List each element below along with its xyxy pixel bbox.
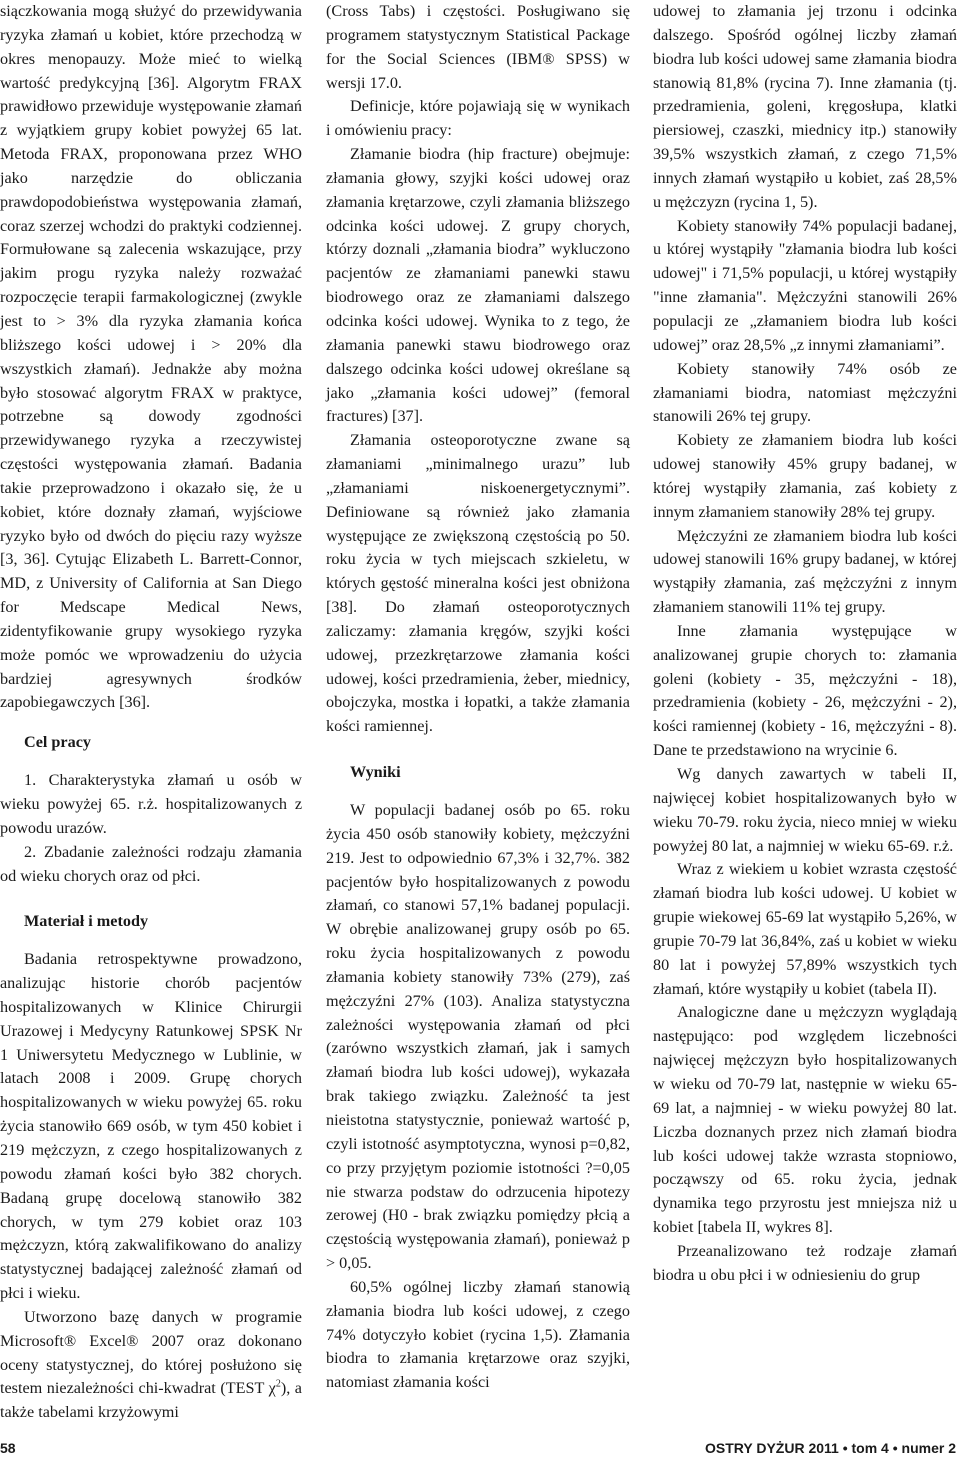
column-middle xyxy=(326,0,630,1405)
column-right xyxy=(653,0,957,1405)
paragraph-results-2-cont: udowej to złamania jej trzonu i odcinka dalszego. Spośród ogólnej liczby złamań biodra lub kości udowej same złamania biodra stanowią 81,8% (rycina 7). Inne złamania (tj. przedramienia, goleni, kręgosłupa, klatki piersiowej, czaszki, miednicy itp.) stanowiły 39,5% wszystkich złamań, z czego 71,5% innych złamań wystąpiło u kobiet, zaś 28,5% u mężczyzn (rycina 1, 5). xyxy=(653,2,957,211)
paragraph-results-10: Analogiczne dane u mężczyzn wyglądają następująco: pod względem liczebności najwięcej mężczyzn było hospitalizowanych w wieku od 70-79 lat, następnie w wieku 65-69 lat, a najmniej - w wieku powyżej 80 lat. Liczba doznanych przez nich złamań biodra lub kości udowej także wzrasta stopniowo, począwszy od 65. roku życia, jednak dynamika tego przyrostu jest mniejsza niż u kobiet [tabela II, wykres 8]. xyxy=(653,1003,957,1237)
paragraph-methods-2 xyxy=(0,1306,302,1425)
methods-2-text-b: ), a także tabelami krzyżowymi xyxy=(0,1379,302,1422)
chi-square-superscript: 2 xyxy=(275,1379,281,1391)
paragraph-results-6: Mężczyźni ze złamaniem biodra lub kości udowej stanowili 16% grupy badanej, w której wystąpiły złamania, zaś mężczyźni z innym złamaniem stanowili 11% tej grupy. xyxy=(653,526,957,617)
paragraph-methods-1: Badania retrospektywne prowadzono, analizując historie chorób pacjentów hospitalizowanych w Klinice Chirurgii Urazowej i Medycyny Ratunkowej SPSK Nr 1 Uniwersytetu Medycznego w Lublinie, w latach 2008 i 2009. Grupę chorych hospitalizowanych w wieku powyżej 65. roku życia stanowiło 669 osób, w tym 450 kobiet i 219 mężczyzn, z czego hospitalizowanych z powodu złamań kości było 382 chorych. Badaną grupę docelową stanowiło 382 chorych, w tym 279 kobiet oraz 103 mężczyzn, którą zakwalifikowano do analizy statystycznej badającej zależność złamań od płci i wieku. xyxy=(0,950,302,1303)
paragraph-results-11: Przeanalizowano też rodzaje złamań biodra u obu płci i w odniesieniu do grup xyxy=(653,1241,957,1284)
paragraph-hip-fracture: Złamanie biodra (hip fracture) obejmuje: złamania głowy, szyjki kości udowej oraz złamania krętarzowe, czyli złamania bliższego odcinka kości udowej. Z grupy chorych, którzy doznali „złamania biodra” wykluczono pacjentów ze złamaniami panewki stawu biodrowego oraz ze złamaniami dalszego odcinka kości udowej. Wynika to z tego, że złamania panewki stawu biodrowego oraz dalszego odcinka kości udowej określane są jako „złamania kości udowej” (femoral fractures) [37]. xyxy=(326,145,630,426)
journal-citation: OSTRY DYŻUR 2011 • tom 4 • numer 2 xyxy=(705,1440,956,1456)
paragraph-results-8: Wg danych zawartych w tabeli II, najwięcej kobiet hospitalizowanych było w wieku 70-79. roku życia, nieco mniej w wieku powyżej 80 lat, a najmniej w wieku 65-69. r.ż. xyxy=(653,765,957,855)
paragraph-results-9: Wraz z wiekiem u kobiet wzrasta częstość złamań biodra lub kości udowej. U kobiet w grupie wiekowej 65-69 lat wystąpiło 5,26%, w grupie 70-79 lat 36,84%, zaś u kobiet w wieku 80 lat i powyżej 57,89% wszystkich tych złamań, które wystąpiły u kobiet (tabela II). xyxy=(653,860,957,998)
heading-results: Wyniki xyxy=(350,763,401,782)
paragraph-results-3: Kobiety stanowiły 74% populacji badanej, u której wystąpiły "złamania biodra lub kości udowej" i 71,5% populacji, u której wystąpiły "inne złamania". Mężczyźni stanowili 26% populacji ze „złamaniem biodra lub kości udowej” oraz 28,5% „z innymi złamaniami”. xyxy=(653,216,957,354)
methods-2-text-a: Utworzono bazę danych w programie Microsoft® Excel® 2007 oraz dokonano oceny statystycznej, do której posłużono się testem niezależności chi-kwadrat (TEST χ xyxy=(0,1307,302,1398)
paragraph-osteoporotic: Złamania osteoporotyczne zwane są złamaniami „minimalnego urazu” lub „złamaniami niskoenergetycznymi”. Definiowane są również jako złamania występujące ze zwiększoną częstością po 50. roku życia w tych miejscach szkieletu, w których gęstość mineralna kości jest obniżona [38]. Do złamań osteoporotycznych zaliczamy: złamania kręgów, szyjki kości udowej, przezkrętarzowe złamania kości udowej, kości przedramienia, żeber, miednicy, obojczyka, mostka i łopatki, a także złamania kości ramiennej. xyxy=(326,431,630,736)
paragraph-definitions-intro: Definicje, które pojawiają się w wynikach i omówieniu pracy: xyxy=(326,97,630,140)
column-left xyxy=(0,0,302,1422)
paragraph-methods-2-cont: (Cross Tabs) i częstości. Posługiwano się programem statystycznym Statistical Package for the Social Sciences (IBM® SPSS) w wersji 17.0. xyxy=(326,2,630,92)
paragraph-results-4: Kobiety stanowiły 74% osób ze złamaniami biodra, natomiast mężczyźni stanowili 26% tej grupy. xyxy=(653,359,957,426)
heading-methods: Materiał i metody xyxy=(24,912,149,931)
aim-item-2: 2. Zbadanie zależności rodzaju złamania od wieku chorych oraz od płci. xyxy=(0,842,302,885)
page-number: 58 xyxy=(0,1440,16,1456)
aims-list xyxy=(0,769,302,888)
paragraph-frax: siączkowania mogą służyć do przewidywania ryzyka złamań u kobiet, które przechodzą w okres menopauzy. Może mieć to wielką wartość predykcyjną [36]. Algorytm FRAX prawidłowo przewiduje występowanie złamań z wyjątkiem grupy kobiet powyżej 65 lat. Metoda FRAX, proponowana przez WHO jako narzędzie do obliczania prawdopodobieństwa występowania złamań, coraz szerzej wchodzi do praktyki codziennej. Formułowane są zalecenia wskazujące, przy jakim progu ryzyka należy rozważać rozpoczęcie terapii farmakologicznej (zwykle jest to > 3% dla ryzyka złamania końca bliższego kości udowej i > 20% dla wszystkich złamań). Jednakże aby można było stosować algorytm FRAX w praktyce, potrzebne są dowody zgodności przewidywanego ryzyka a rzeczywistej częstości występowania złamań. Badania takie przeprowadzono i okazało się, że u kobiet, które doznały złamań, wyjściowe ryzyko było od dwóch do pięciu razy wyższe [3, 36]. Cytując Elizabeth L. Barrett-Connor, MD, z University of California at San Diego for Medscape Medical News, zidentyfikowanie grupy wysokiego ryzyka może pomóc we wprowadzeniu do użycia bardziej agresywnych środków zapobiegawczych [36]. xyxy=(0,2,302,712)
paragraph-results-5: Kobiety ze złamaniem biodra lub kości udowej stanowiły 45% grupy badanej, w której wystąpiły złamania, zaś kobiety z innym złamaniem stanowiły 28% tej grupy. xyxy=(653,431,957,521)
aim-item-1: 1. Charakterystyka złamań u osób w wieku powyżej 65. r.ż. hospitalizowanych z powodu urazów. xyxy=(0,771,302,837)
page-footer xyxy=(0,1437,960,1459)
paragraph-results-7: Inne złamania występujące w analizowanej grupie chorych to: złamania goleni (kobiety - 35, mężczyźni - 18), przedramienia (kobiety - 26, mężczyźni - 2), kości ramiennej (kobiety - 16, mężczyźni - 8). Dane te przedstawiono na wrycinie 6. xyxy=(653,621,957,760)
paragraph-results-2: 60,5% ogólnej liczby złamań stanowią złamania biodra lub kości udowej, z czego 74% dotyczyło kobiet (rycina 1,5). Złamania biodra to złamania krętarzowe oraz szyjki, natomiast złamania kości xyxy=(326,1277,630,1392)
paragraph-results-1: W populacji badanej osób po 65. roku życia 450 osób stanowiły kobiety, mężczyźni 219. Jest to odpowiednio 67,3% i 32,7%. 382 pacjentów było hospitalizowanych z powodu złamań, co stanowi 57,1% badanej populacji. W obrębie analizowanej grupy osób po 65. roku życia hospitalizowanych z powodu złamania kobiety stanowiły 73% (279), zaś mężczyźni 27% (103). Analiza statystyczna zależności występowania złamań od płci (zarówno wszystkich złamań, jak i samych złamań biodra lub kości udowej), wykazała brak takiego związku. Zależność ta jest nieistotna statystycznie, ponieważ wartość p, czyli istotność asymptotyczna, wynosi p=0,82, co przy przyjętym poziomie istotności ?=0,05 nie stwarza podstaw do odrzucenia hipotezy zerowej (H0 - brak związku pomiędzy płcią a częstością występowania złamań), ponieważ p > 0,05. xyxy=(326,801,630,1273)
heading-aim: Cel pracy xyxy=(24,733,91,752)
